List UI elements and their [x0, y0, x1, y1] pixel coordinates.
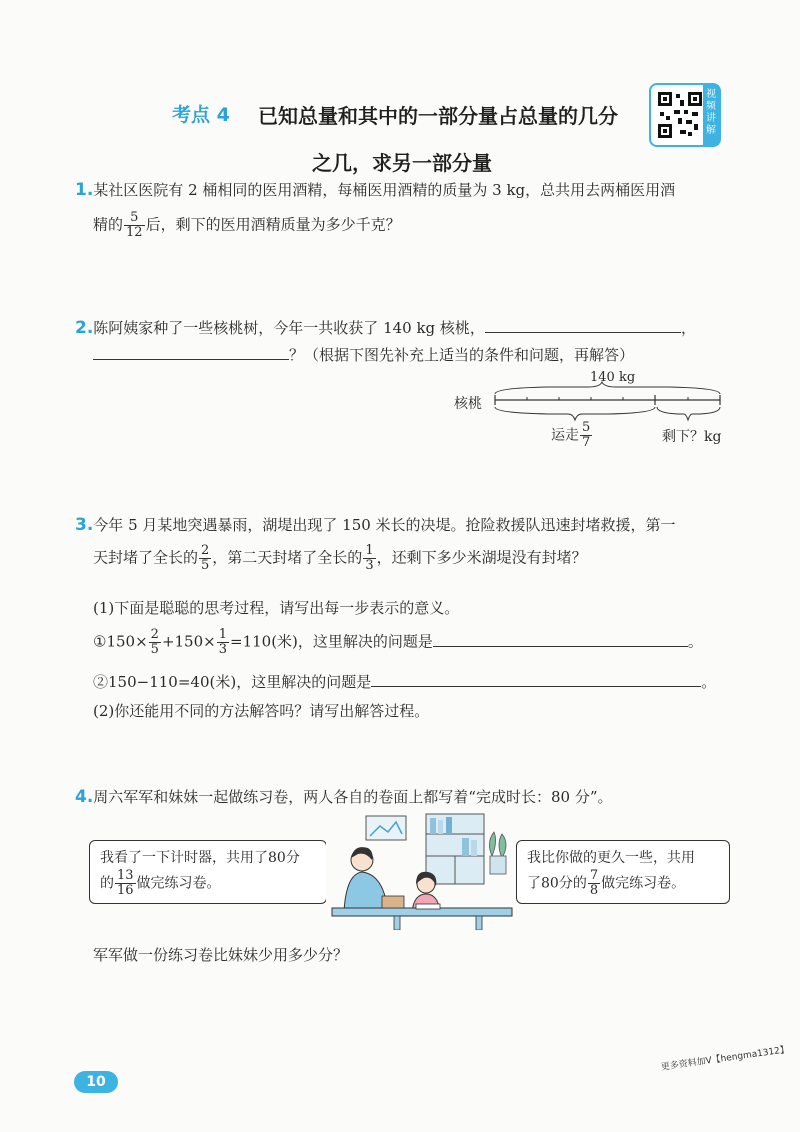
- question-2-text1: 陈阿姨家种了一些核桃树，今年一共收获了 140 kg 核桃，: [93, 319, 485, 337]
- question-1-number: 1.: [75, 180, 94, 200]
- fraction-denominator: 5: [201, 558, 210, 573]
- fraction-denominator: 16: [117, 883, 134, 898]
- fraction-13-16: [115, 869, 136, 898]
- step1-text-a: ①150×: [93, 632, 148, 651]
- diagram-total-label: 140 kg: [590, 370, 636, 385]
- question-2-line2: [93, 344, 634, 365]
- fraction-numerator: 1: [365, 543, 374, 558]
- question-1-text2b: 后，剩下的医用酒精质量为多少千克？: [145, 215, 401, 234]
- topic-title-line2: 之几，求另一部分量: [312, 151, 492, 175]
- fraction-numerator: 5: [582, 420, 591, 435]
- question-4-line1: [75, 786, 613, 807]
- segment-diagram: [488, 380, 728, 424]
- fraction-2-5: [199, 544, 211, 573]
- page-number: 10: [74, 1071, 118, 1093]
- fraction-denominator: 5: [150, 642, 159, 657]
- question-3-text1: 今年 5 月某地突遇暴雨，湖堤出现了 150 米长的决堤。抢险救援队迅速封堵救援，第一: [93, 516, 676, 534]
- step2-text: ②150−110=40(米)，这里解决的问题是: [93, 673, 372, 691]
- fraction-1-3: [363, 544, 375, 573]
- answer-blank-step2[interactable]: [371, 672, 701, 687]
- diagram-moved-text: 运走: [551, 427, 579, 444]
- question-3-step1: [93, 628, 703, 657]
- question-4-ask: 军军做一份练习卷比妹妹少用多少分？: [93, 946, 349, 964]
- question-2-comma: ，: [680, 319, 696, 337]
- speech-bubble-left: [89, 840, 327, 904]
- fraction-numerator: 2: [201, 543, 210, 558]
- question-4-number: 4.: [75, 787, 94, 807]
- question-1-line2: [93, 211, 401, 240]
- question-3-text2a: 天封堵了全长的: [93, 548, 199, 567]
- question-2-text2: ？（根据下图先补充上适当的条件和问题，再解答）: [289, 346, 635, 364]
- bubble-right-text-b: 做完练习卷。: [601, 875, 686, 892]
- step1-text-b: +150×: [161, 632, 216, 651]
- fraction-denominator: 3: [218, 642, 227, 657]
- question-3-line2: [93, 544, 587, 573]
- fraction-denominator: 7: [582, 435, 591, 450]
- bubble-left-text-a: 的: [100, 875, 114, 892]
- question-3-text2c: ，还剩下多少米湖堤没有封堵？: [376, 548, 587, 567]
- qr-code-badge[interactable]: [649, 83, 721, 147]
- question-2-line1: [75, 317, 696, 338]
- question-3-sub2: (2)你还能用不同的方法解答吗？请写出解答过程。: [93, 702, 430, 720]
- question-3-line1: [75, 514, 676, 535]
- fraction-5-7: [580, 421, 592, 450]
- fraction-1-3: [217, 628, 229, 657]
- bubble-left-line2: [100, 869, 316, 898]
- diagram-remain-label: 剩下？kg: [662, 429, 722, 445]
- question-1-text2a: 精的: [93, 215, 124, 234]
- question-3-sub1: (1)下面是聪聪的思考过程，请写出每一步表示的意义。: [93, 599, 460, 617]
- fraction-7-8: [588, 869, 600, 898]
- fraction-numerator: 2: [150, 627, 159, 642]
- fraction-numerator: 7: [589, 868, 599, 883]
- bubble-right-line1: 我比你做的更久一些，共用: [527, 850, 695, 866]
- fraction-denominator: 3: [365, 558, 374, 573]
- question-3-step2: [93, 671, 716, 692]
- fraction-denominator: 8: [589, 883, 599, 898]
- children-studying-illustration: [326, 812, 516, 930]
- fraction-numerator: 1: [218, 627, 227, 642]
- fraction-numerator: 5: [124, 211, 145, 226]
- question-1-line1: [75, 179, 675, 200]
- bubble-left-text-b: 做完练习卷。: [136, 875, 221, 892]
- question-3-number: 3.: [75, 515, 94, 535]
- question-3-text2b: ，第二天封堵了全长的: [212, 548, 363, 567]
- answer-blank-step1[interactable]: [433, 632, 688, 647]
- speech-bubble-right: [516, 840, 730, 904]
- qr-code-icon: [656, 90, 704, 140]
- diagram-label: 核桃: [454, 396, 482, 412]
- answer-blank-question[interactable]: [93, 345, 289, 360]
- question-1-text1: 某社区医院有 2 桶相同的医用酒精，每桶医用酒精的质量为 3 kg，总共用去两桶医用酒: [93, 181, 676, 199]
- question-2-number: 2.: [75, 318, 94, 338]
- bubble-left-line1: 我看了一下计时器，共用了80分: [100, 850, 300, 866]
- step1-text-c: =110(米)，这里解决的问题是: [230, 632, 433, 651]
- qr-label: 视频讲解: [703, 85, 719, 145]
- fraction-denominator: 12: [126, 225, 143, 240]
- fraction-5-12: [124, 211, 145, 240]
- fraction-numerator: 13: [117, 868, 134, 883]
- topic-tag: 考点 4: [172, 104, 230, 126]
- fraction-2-5: [149, 628, 161, 657]
- diagram-moved-label: [551, 421, 593, 450]
- step1-period: 。: [687, 632, 703, 651]
- topic-title-line1: 已知总量和其中的一部分量占总量的几分: [258, 104, 618, 128]
- answer-blank-condition[interactable]: [485, 318, 681, 333]
- bubble-right-line2: [527, 869, 719, 898]
- question-4-text1: 周六军军和妹妹一起做练习卷，两人各自的卷面上都写着“完成时长：80 分”。: [93, 788, 613, 806]
- bubble-right-text-a: 了80分的: [527, 875, 587, 892]
- step2-period: 。: [701, 673, 717, 691]
- watermark-stamp: 更多资料加V【hengma1312】: [660, 1045, 790, 1073]
